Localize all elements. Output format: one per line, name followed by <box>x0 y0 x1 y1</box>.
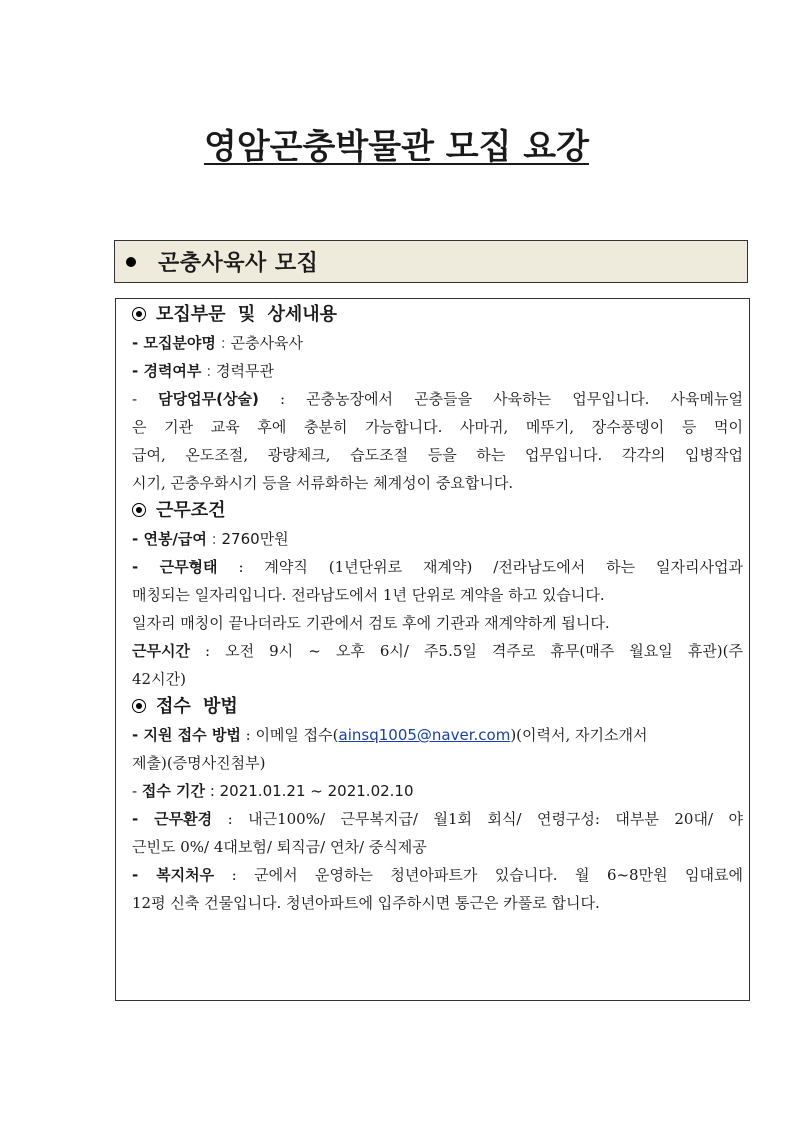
hours-text-line: : 오전 9시 ~ 오후 6시/ 주5.5일 격주로 휴무(매주 월요일 휴관)(주 <box>205 642 743 660</box>
welfare-label: - 복지처우 <box>132 866 215 884</box>
field-value: 곤충사육사 <box>230 334 303 352</box>
welfare-text-line: 12평 신축 건물입니다. 청년아파트에 입주하시면 통근은 카풀로 합니다. <box>132 894 600 912</box>
duty-label: 담당업무(상술) <box>158 390 259 408</box>
application-method-row: - 지원 접수 방법 : 이메일 접수(ainsq1005@naver.com)(이력서, 자기소개서 <box>132 726 648 744</box>
circled-dot-icon <box>132 503 146 517</box>
hours-text-line: 42시간) <box>132 670 186 688</box>
work-type-text-line: 일자리 매칭이 끝나더라도 기관에서 검토 후에 기관과 재계약하게 됩니다. <box>132 614 610 632</box>
bullet-icon <box>126 257 136 267</box>
field-label: - 모집분야명 <box>132 334 216 352</box>
environment-text-line: : 내근100%/ 근무복지급/ 월1회 회식/ 연령구성: 대부분 20대/ 야 <box>227 810 743 828</box>
subsection-heading-conditions: 근무조건 <box>132 497 743 525</box>
section-heading: 곤충사육사 모집 <box>158 251 319 276</box>
environment-label: - 근무환경 <box>132 810 213 828</box>
section-heading-box <box>114 240 748 283</box>
page-title: 영암곤충박물관 모집 요강 <box>204 127 589 167</box>
email-link[interactable]: ainsq1005@naver.com <box>338 726 511 744</box>
duty-text-line: 급여, 온도조절, 광량체크, 습도조절 등을 하는 업무입니다. 각각의 입병작업 <box>132 446 743 464</box>
hours-label: 근무시간 <box>132 642 190 660</box>
subsection-heading-application: 접수 방법 <box>132 693 743 721</box>
application-method-label: - 지원 접수 방법 <box>132 726 241 744</box>
work-type-row <box>132 553 743 581</box>
environment-text-line: 근빈도 0%/ 4대보험/ 퇴직금/ 연차/ 중식제공 <box>132 838 427 856</box>
application-method-text-line: 제출)(증명사진첨부) <box>132 754 266 772</box>
circled-dot-icon <box>132 307 146 321</box>
application-period-row: - 접수 기간 : 2021.01.21 ~ 2021.02.10 <box>132 782 414 800</box>
duty-row: - 담당업무(상술) : 곤충농장에서 곤충들을 사육하는 업무입니다. 사육메뉴얼 <box>132 390 743 408</box>
career-value: 경력무관 <box>216 362 275 380</box>
hours-row <box>132 637 743 665</box>
circled-dot-icon <box>132 699 146 713</box>
duty-text-line: 시기, 곤충우화시기 등을 서류화하는 체계성이 중요합니다. <box>132 474 514 492</box>
application-period-label: 접수 기간 <box>141 782 206 800</box>
career-row: - 경력여부 : 경력무관 <box>132 362 275 380</box>
details-box <box>115 298 750 1001</box>
salary-value: 2760만원 <box>221 530 289 548</box>
salary-label: - 연봉/급여 <box>132 530 207 548</box>
environment-row <box>132 805 743 833</box>
application-period-value: : 2021.01.21 ~ 2021.02.10 <box>209 782 414 800</box>
recruitment-field-row: - 모집분야명 : 곤충사육사 <box>132 334 303 352</box>
work-type-text-line: 매칭되는 일자리입니다. 전라남도에서 1년 단위로 계약을 하고 있습니다. <box>132 586 605 604</box>
work-type-label: - 근무형태 <box>132 558 218 576</box>
welfare-row <box>132 861 743 889</box>
duty-text-line: 은 기관 교육 후에 충분히 가능합니다. 사마귀, 메뚜기, 장수풍뎅이 등 먹이 <box>132 418 743 436</box>
subsection-heading-recruitment: 모집부문 및 상세내용 <box>132 301 743 329</box>
duty-text-line: : 곤충농장에서 곤충들을 사육하는 업무입니다. 사육메뉴얼 <box>279 390 743 408</box>
welfare-text-line: : 군에서 운영하는 청년아파트가 있습니다. 월 6~8만원 임대료에 <box>231 866 743 884</box>
career-label: - 경력여부 <box>132 362 202 380</box>
salary-row: - 연봉/급여 : 2760만원 <box>132 530 289 548</box>
work-type-text-line: : 계약직 (1년단위로 재계약) /전라남도에서 하는 일자리사업과 <box>238 558 743 576</box>
